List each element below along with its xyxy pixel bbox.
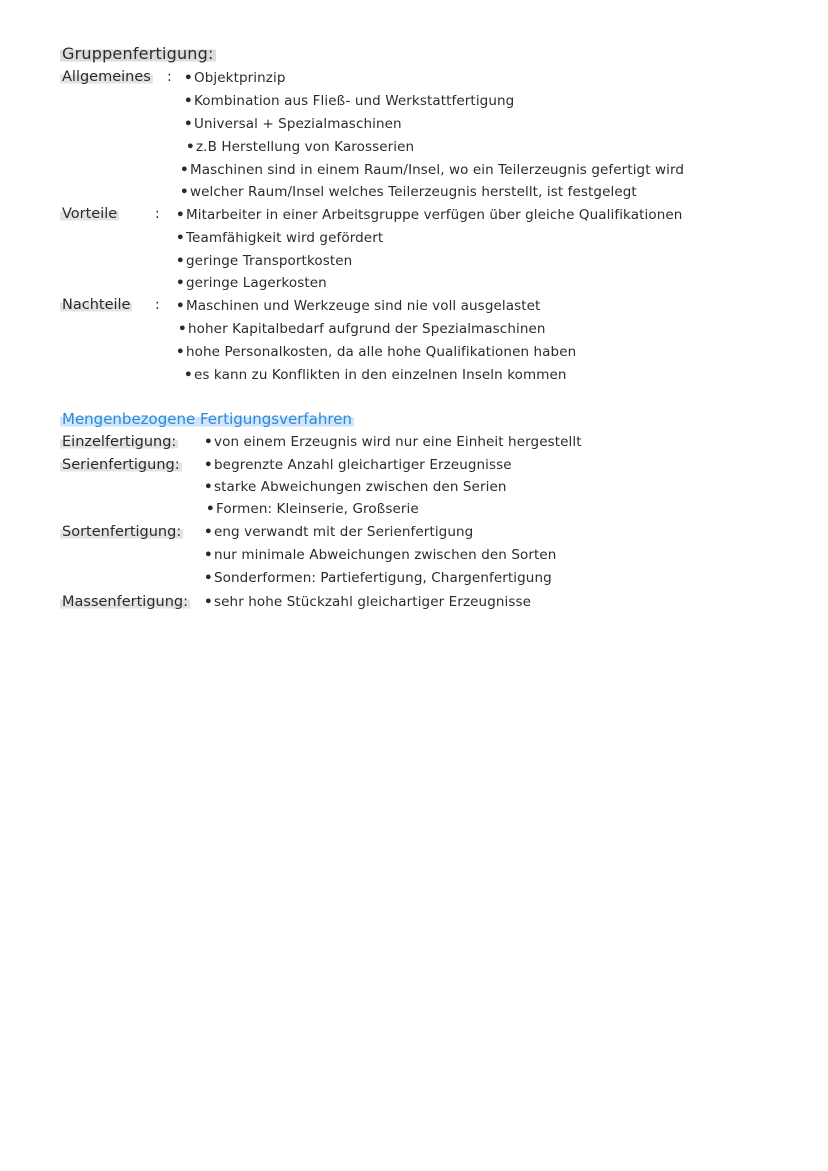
list-item: •Maschinen sind in einem Raum/Insel, wo ein Teilerzeugnis gefertigt wird [180, 162, 685, 178]
group-colon: : [155, 297, 160, 313]
group-label-massenfertigung: Massenfertigung: [62, 594, 188, 610]
group-label-serienfertigung: Serienfertigung: [62, 457, 180, 473]
list-item: •geringe Lagerkosten [176, 275, 327, 291]
group-label-allgemeines: Allgemeines [62, 69, 151, 85]
list-item: •es kann zu Konflikten in den einzelnen Inseln kommen [184, 367, 567, 383]
list-item: •Teamfähigkeit wird gefördert [176, 230, 384, 246]
group-label-vorteile: Vorteile [62, 206, 118, 222]
group-label-einzelfertigung: Einzelfertigung: [62, 434, 177, 450]
list-item: •begrenzte Anzahl gleichartiger Erzeugnisse [204, 457, 512, 473]
list-item: •Kombination aus Fließ- und Werkstattfertigung [184, 93, 515, 109]
section1-title: Gruppenfertigung: [62, 44, 214, 63]
list-item: •Objektprinzip [184, 70, 286, 86]
list-item: •nur minimale Abweichungen zwischen den Sorten [204, 547, 557, 563]
list-item: •eng verwandt mit der Serienfertigung [204, 524, 474, 540]
list-item: •Mitarbeiter in einer Arbeitsgruppe verfügen über gleiche Qualifikationen [176, 207, 683, 223]
list-item: •Formen: Kleinserie, Großserie [206, 501, 419, 517]
list-item: •geringe Transportkosten [176, 253, 353, 269]
list-item: •starke Abweichungen zwischen den Serien [204, 479, 507, 495]
group-label-nachteile: Nachteile [62, 297, 131, 313]
list-item: •hohe Personalkosten, da alle hohe Qualifikationen haben [176, 344, 577, 360]
list-item: •von einem Erzeugnis wird nur eine Einheit hergestellt [204, 434, 582, 450]
list-item: •sehr hohe Stückzahl gleichartiger Erzeugnisse [204, 594, 532, 610]
group-colon: : [155, 206, 160, 222]
list-item: •Sonderformen: Partiefertigung, Chargenfertigung [204, 570, 552, 586]
group-colon: : [167, 69, 172, 85]
list-item: •Universal + Spezialmaschinen [184, 116, 402, 132]
list-item: •welcher Raum/Insel welches Teilerzeugnis herstellt, ist festgelegt [180, 184, 637, 200]
group-label-sortenfertigung: Sortenfertigung: [62, 524, 182, 540]
list-item: •Maschinen und Werkzeuge sind nie voll ausgelastet [176, 298, 541, 314]
list-item: •z.B Herstellung von Karosserien [186, 139, 415, 155]
list-item: •hoher Kapitalbedarf aufgrund der Spezialmaschinen [178, 321, 546, 337]
section2-title: Mengenbezogene Fertigungsverfahren [62, 410, 352, 428]
